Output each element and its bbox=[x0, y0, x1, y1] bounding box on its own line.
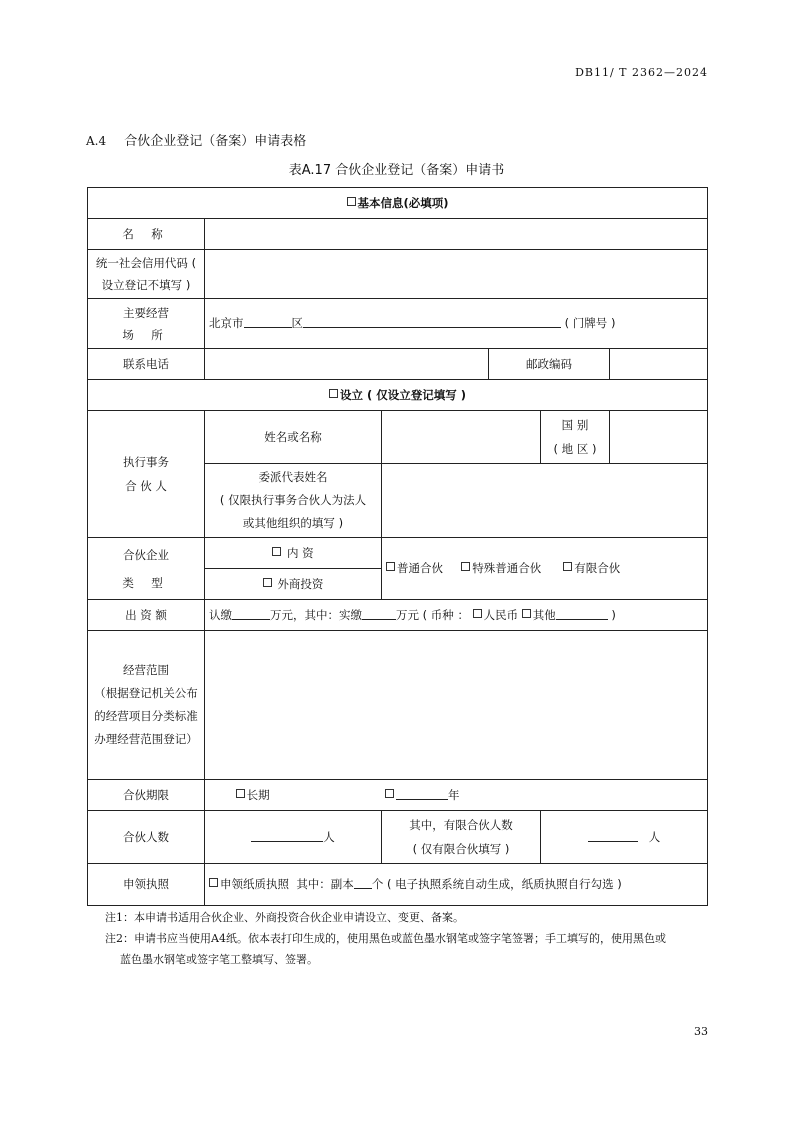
country-label: 国 别 ( 地 区 ) bbox=[541, 411, 610, 464]
name-label: 名 称 bbox=[88, 219, 205, 250]
partner-name-field[interactable] bbox=[382, 411, 541, 464]
document-code: DB11/ T 2362—2024 bbox=[575, 66, 708, 79]
note-2-continued: 蓝色墨水钢笔或签字笔工整填写、签署。 bbox=[120, 953, 318, 966]
type-domestic-option[interactable]: 内 资 bbox=[205, 538, 382, 569]
phone-field[interactable] bbox=[205, 349, 489, 380]
type-general-option[interactable]: 普通合伙 bbox=[386, 561, 443, 575]
license-paper-option[interactable]: 申领纸质执照 bbox=[209, 877, 289, 891]
section-heading bbox=[86, 130, 306, 149]
checkbox-icon[interactable] bbox=[347, 197, 356, 206]
type-limited-option[interactable]: 有限合伙 bbox=[563, 561, 620, 575]
country-field[interactable] bbox=[610, 411, 708, 464]
term-long-option[interactable]: 长期 bbox=[236, 788, 270, 802]
checkbox-icon[interactable] bbox=[209, 878, 218, 887]
basic-info-header: 基本信息(必填项) bbox=[88, 188, 708, 219]
checkbox-icon[interactable] bbox=[385, 789, 394, 798]
note-1: 注1：本申请书适用合伙企业、外商投资合伙企业申请设立、变更、备案。 bbox=[105, 911, 464, 924]
term-field bbox=[205, 780, 708, 811]
postcode-field[interactable] bbox=[610, 349, 708, 380]
checkbox-icon[interactable] bbox=[563, 562, 572, 571]
postcode-label: 邮政编码 bbox=[489, 349, 610, 380]
checkbox-icon[interactable] bbox=[386, 562, 395, 571]
term-years-option[interactable]: 年 bbox=[385, 788, 460, 802]
checkbox-icon[interactable] bbox=[272, 547, 281, 556]
delegate-label: 委派代表姓名 ( 仅限执行事务合伙人为法人 或其他组织的填写 ) bbox=[205, 464, 382, 538]
business-scope-label: 经营范围 （根据登记机关公布 的经营项目分类标准 办理经营范围登记） bbox=[88, 631, 205, 780]
business-scope-field[interactable] bbox=[205, 631, 708, 780]
address-label: 主要经营 场 所 bbox=[88, 299, 205, 349]
type-foreign-option[interactable]: 外商投资 bbox=[205, 569, 382, 600]
checkbox-icon[interactable] bbox=[522, 609, 531, 618]
note-2: 注2：申请书应当使用A4纸。依本表打印生成的，使用黑色或蓝色墨水钢笔或签字笔签署；手工填写的，使用黑色或 bbox=[105, 932, 666, 945]
section-number: A.4 bbox=[86, 134, 107, 148]
executive-partner-label: 执行事务 合 伙 人 bbox=[88, 411, 205, 538]
table-caption: 表A.17 合伙企业登记（备案）申请书 bbox=[288, 163, 505, 178]
license-label: 申领执照 bbox=[88, 864, 205, 906]
partner-count-field[interactable]: 人 bbox=[205, 811, 382, 864]
checkbox-icon[interactable] bbox=[236, 789, 245, 798]
checkbox-icon[interactable] bbox=[263, 578, 272, 587]
checkbox-icon[interactable] bbox=[473, 609, 482, 618]
phone-label: 联系电话 bbox=[88, 349, 205, 380]
credit-code-field[interactable] bbox=[205, 250, 708, 299]
partnership-type-options bbox=[382, 538, 708, 600]
limited-partner-count-field[interactable]: 人 bbox=[541, 811, 708, 864]
license-field: 申领纸质执照 其中：副本 个 ( 电子执照系统自动生成，纸质执照自行勾选 ) bbox=[205, 864, 708, 906]
name-field[interactable] bbox=[205, 219, 708, 250]
address-field[interactable]: 北京市 区 ( 门牌号 ) bbox=[205, 299, 708, 349]
credit-code-label: 统一社会信用代码 ( 设立登记不填写 ) bbox=[88, 250, 205, 299]
notes bbox=[105, 907, 715, 970]
application-form bbox=[87, 187, 708, 906]
page-number: 33 bbox=[694, 1025, 708, 1038]
limited-partner-count-label: 其中，有限合伙人数 ( 仅有限合伙填写 ) bbox=[382, 811, 541, 864]
type-special-option[interactable]: 特殊普通合伙 bbox=[461, 561, 541, 575]
partner-count-label: 合伙人数 bbox=[88, 811, 205, 864]
capital-field[interactable]: 认缴 万元，其中：实缴 万元 ( 币种 ： 人民币 其他 ) bbox=[205, 600, 708, 631]
capital-label: 出 资 额 bbox=[88, 600, 205, 631]
enterprise-type-label: 合伙企业 类 型 bbox=[88, 538, 205, 600]
delegate-field[interactable] bbox=[382, 464, 708, 538]
name-or-title-label: 姓名或名称 bbox=[205, 411, 382, 464]
section-title: 合伙企业登记（备案）申请表格 bbox=[124, 134, 307, 149]
checkbox-icon[interactable] bbox=[461, 562, 470, 571]
checkbox-icon[interactable] bbox=[329, 389, 338, 398]
term-label: 合伙期限 bbox=[88, 780, 205, 811]
setup-header: 设立 ( 仅设立登记填写 ) bbox=[88, 380, 708, 411]
